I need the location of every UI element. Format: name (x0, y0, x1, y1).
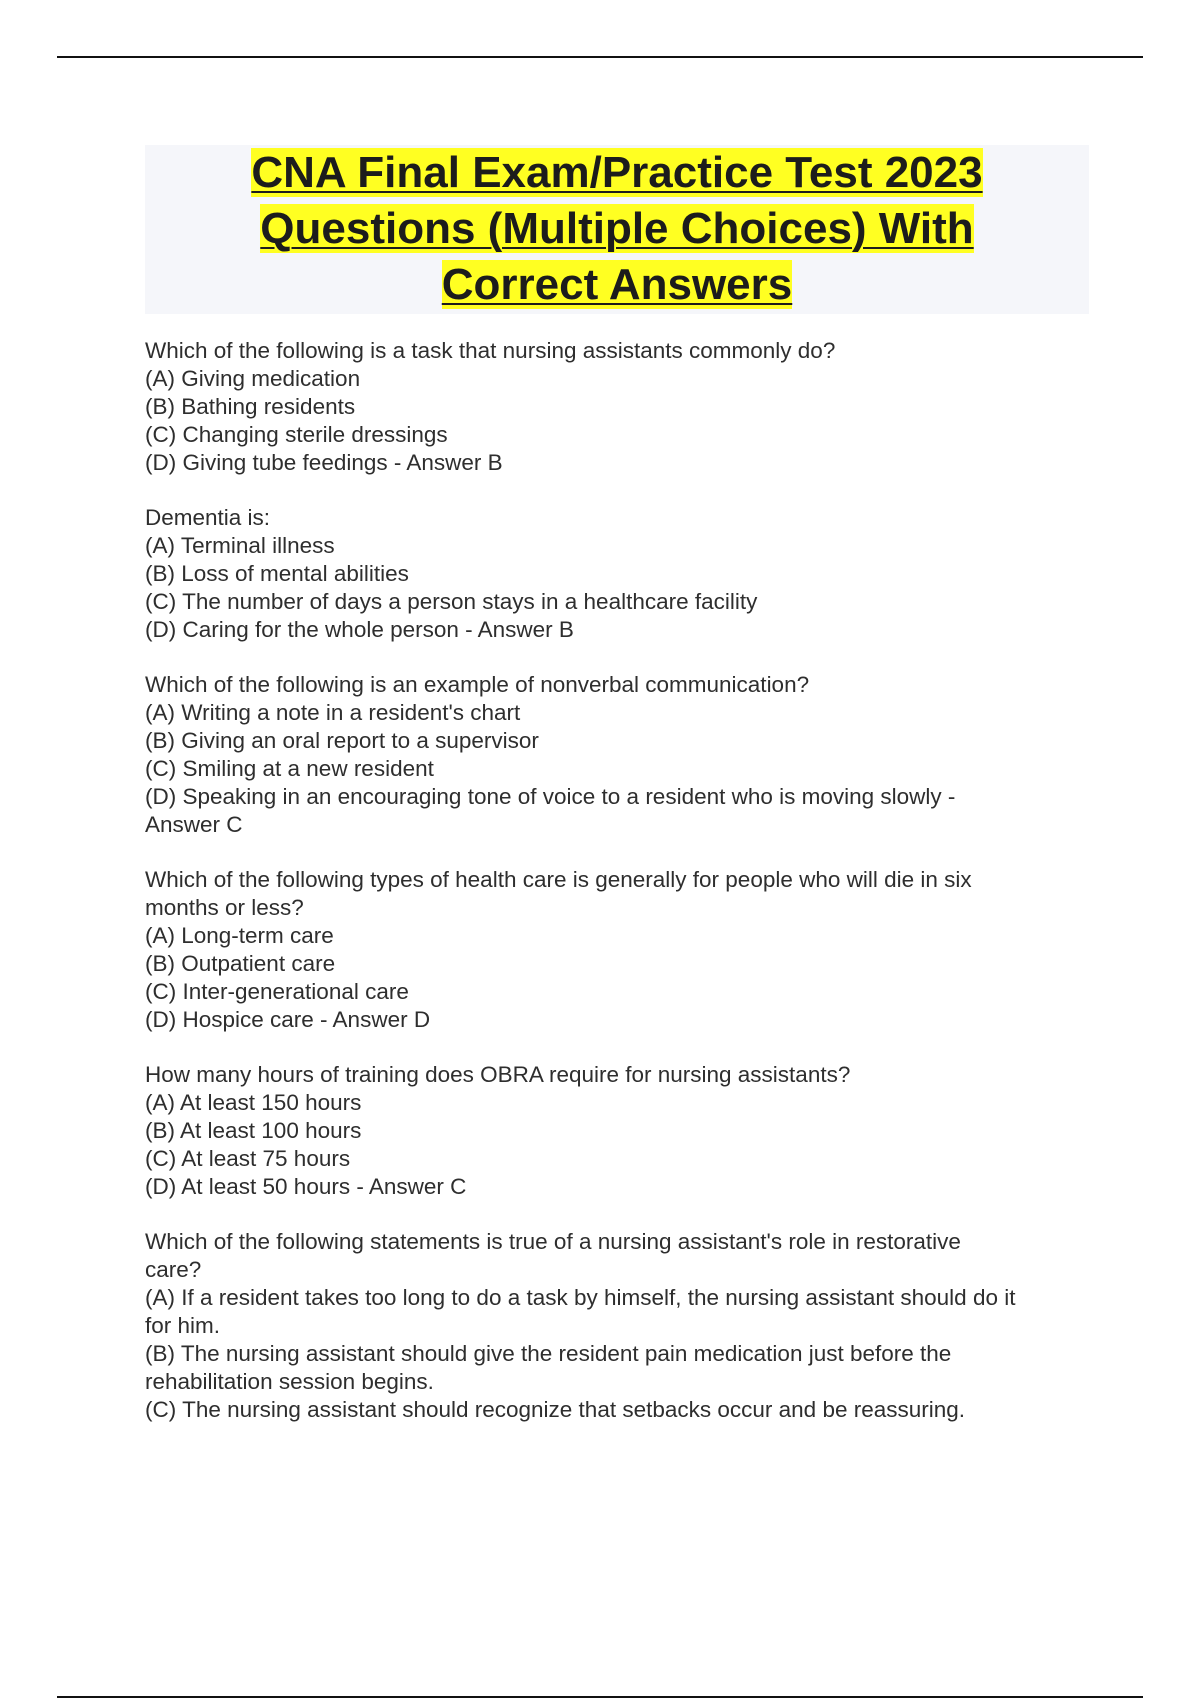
question-block (145, 337, 1095, 477)
question-line: (B) Bathing residents (145, 394, 356, 419)
question-line: (D) Caring for the whole person - Answer B (145, 617, 574, 642)
question-block (145, 671, 1095, 839)
question-line: (A) If a resident takes too long to do a task by himself, the nursing assistant should do it (145, 1285, 1016, 1310)
question-line: (C) The number of days a person stays in a healthcare facility (145, 589, 758, 614)
question-list (145, 337, 1095, 1451)
title-line: Questions (Multiple Choices) With (260, 204, 974, 253)
question-line: (A) Long-term care (145, 923, 334, 948)
question-block (145, 504, 1095, 644)
question-line: (C) The nursing assistant should recognize that setbacks occur and be reassuring. (145, 1397, 966, 1422)
question-line: care? (145, 1257, 202, 1282)
question-block (145, 866, 1095, 1034)
question-line: (C) Smiling at a new resident (145, 756, 434, 781)
title-line: CNA Final Exam/Practice Test 2023 (251, 148, 983, 197)
question-line: Answer C (145, 812, 243, 837)
question-line: (D) Hospice care - Answer D (145, 1007, 431, 1032)
question-text: Which of the following is a task that nursing assistants commonly do? (145, 338, 836, 363)
question-line: for him. (145, 1313, 221, 1338)
question-line: (D) At least 50 hours - Answer C (145, 1174, 467, 1199)
question-line: months or less? (145, 895, 304, 920)
question-line: (A) Giving medication (145, 366, 361, 391)
top-rule (57, 56, 1143, 58)
question-line: (A) Terminal illness (145, 533, 335, 558)
question-text: Which of the following types of health care is generally for people who will die in six (145, 867, 972, 892)
question-line: (C) Inter-generational care (145, 979, 409, 1004)
question-line: (A) Writing a note in a resident's chart (145, 700, 521, 725)
question-line: rehabilitation session begins. (145, 1369, 434, 1394)
title-line: Correct Answers (441, 260, 793, 309)
question-line: (D) Speaking in an encouraging tone of voice to a resident who is moving slowly - (145, 784, 956, 809)
question-line: (B) At least 100 hours (145, 1118, 362, 1143)
question-line: (A) At least 150 hours (145, 1090, 362, 1115)
question-block (145, 1228, 1095, 1424)
question-text: How many hours of training does OBRA require for nursing assistants? (145, 1062, 851, 1087)
bottom-rule (57, 1696, 1143, 1698)
question-line: (D) Giving tube feedings - Answer B (145, 450, 503, 475)
question-line: (B) Giving an oral report to a supervisor (145, 728, 539, 753)
question-text: Which of the following statements is true of a nursing assistant's role in restorative (145, 1229, 961, 1254)
question-text: Dementia is: (145, 505, 271, 530)
question-line: (C) Changing sterile dressings (145, 422, 448, 447)
question-text: Which of the following is an example of nonverbal communication? (145, 672, 810, 697)
document-title (145, 145, 1089, 314)
question-line: (B) Loss of mental abilities (145, 561, 409, 586)
question-block (145, 1061, 1095, 1201)
question-line: (B) Outpatient care (145, 951, 336, 976)
question-line: (B) The nursing assistant should give the resident pain medication just before the (145, 1341, 952, 1366)
question-line: (C) At least 75 hours (145, 1146, 351, 1171)
